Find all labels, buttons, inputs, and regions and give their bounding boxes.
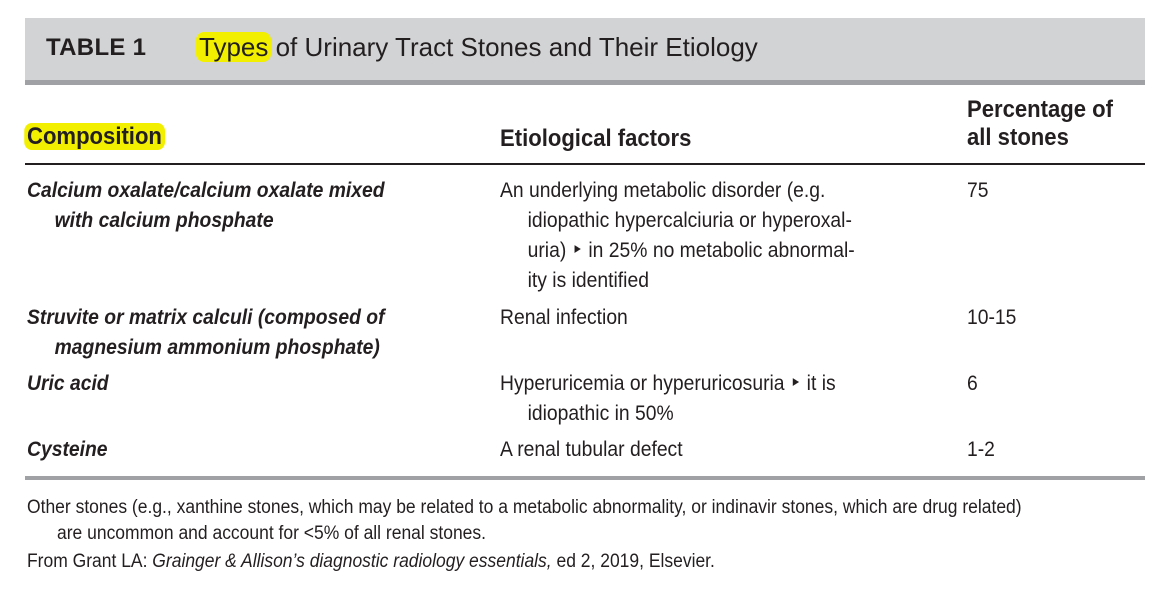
row3-etiology-line1: Hyperuricemia or hyperuricosuria ‣ it is: [500, 372, 836, 395]
header-etiology: Etiological factors: [500, 125, 692, 152]
footnote-line2: are uncommon and account for <5% of all renal stones.: [57, 523, 487, 544]
row4-etiology-line1: A renal tubular defect: [500, 438, 683, 461]
row4-composition: [27, 435, 108, 465]
table-title: [199, 32, 758, 63]
row3-percentage: 6: [967, 372, 978, 395]
row2-composition-line2: magnesium ammonium phosphate): [54, 336, 380, 359]
row1-percentage: 75: [967, 179, 989, 202]
header-percentage-line2: all stones: [967, 124, 1069, 151]
header-composition: [27, 123, 162, 151]
source-title: Grainger & Allison’s diagnostic radiology essentials,: [152, 551, 552, 572]
row2-etiology: [500, 303, 628, 333]
row4-percentage: 1-2: [967, 438, 995, 461]
row3-etiology-line2: idiopathic in 50%: [527, 402, 674, 425]
source-suffix: ed 2, 2019, Elsevier.: [551, 551, 715, 572]
row2-composition: [27, 303, 385, 363]
header-rule: [25, 163, 1145, 165]
header-percentage: [967, 96, 1113, 152]
row1-etiology-line1: An underlying metabolic disorder (e.g.: [500, 179, 826, 202]
table-title-bar: [25, 18, 1145, 85]
header-percentage-line1: Percentage of: [967, 96, 1114, 123]
row1-composition-line1: Calcium oxalate/calcium oxalate mixed: [27, 179, 385, 202]
row3-composition-line1: Uric acid: [27, 372, 109, 395]
row4-composition-line1: Cysteine: [27, 438, 108, 461]
row1-composition: [27, 176, 385, 236]
row1-composition-line2: with calcium phosphate: [54, 209, 274, 232]
table-title-rest: of Urinary Tract Stones and Their Etiology: [268, 32, 758, 62]
row1-etiology: [500, 176, 855, 296]
source-prefix: From Grant LA:: [27, 551, 153, 572]
row2-percentage: 10-15: [967, 306, 1017, 329]
row3-etiology: [500, 369, 836, 429]
row4-etiology: [500, 435, 683, 465]
table-bottom-rule: [25, 476, 1145, 480]
highlighted-word-composition: Composition: [24, 123, 164, 150]
footnote-line1: Other stones (e.g., xanthine stones, which may be related to a metabolic abnormality, or indinavir stones, which are drug related): [27, 497, 1022, 518]
table-label: TABLE 1: [46, 34, 147, 61]
source-citation: [27, 550, 715, 574]
row1-etiology-line2: idiopathic hypercalciuria or hyperoxal-: [527, 209, 852, 232]
row1-etiology-line4: ity is identified: [527, 269, 649, 292]
row2-etiology-line1: Renal infection: [500, 306, 628, 329]
row2-composition-line1: Struvite or matrix calculi (composed of: [27, 306, 385, 329]
row3-composition: [27, 369, 109, 399]
highlighted-word-types: Types: [196, 32, 271, 62]
row1-etiology-line3: uria) ‣ in 25% no metabolic abnormal-: [527, 239, 855, 262]
